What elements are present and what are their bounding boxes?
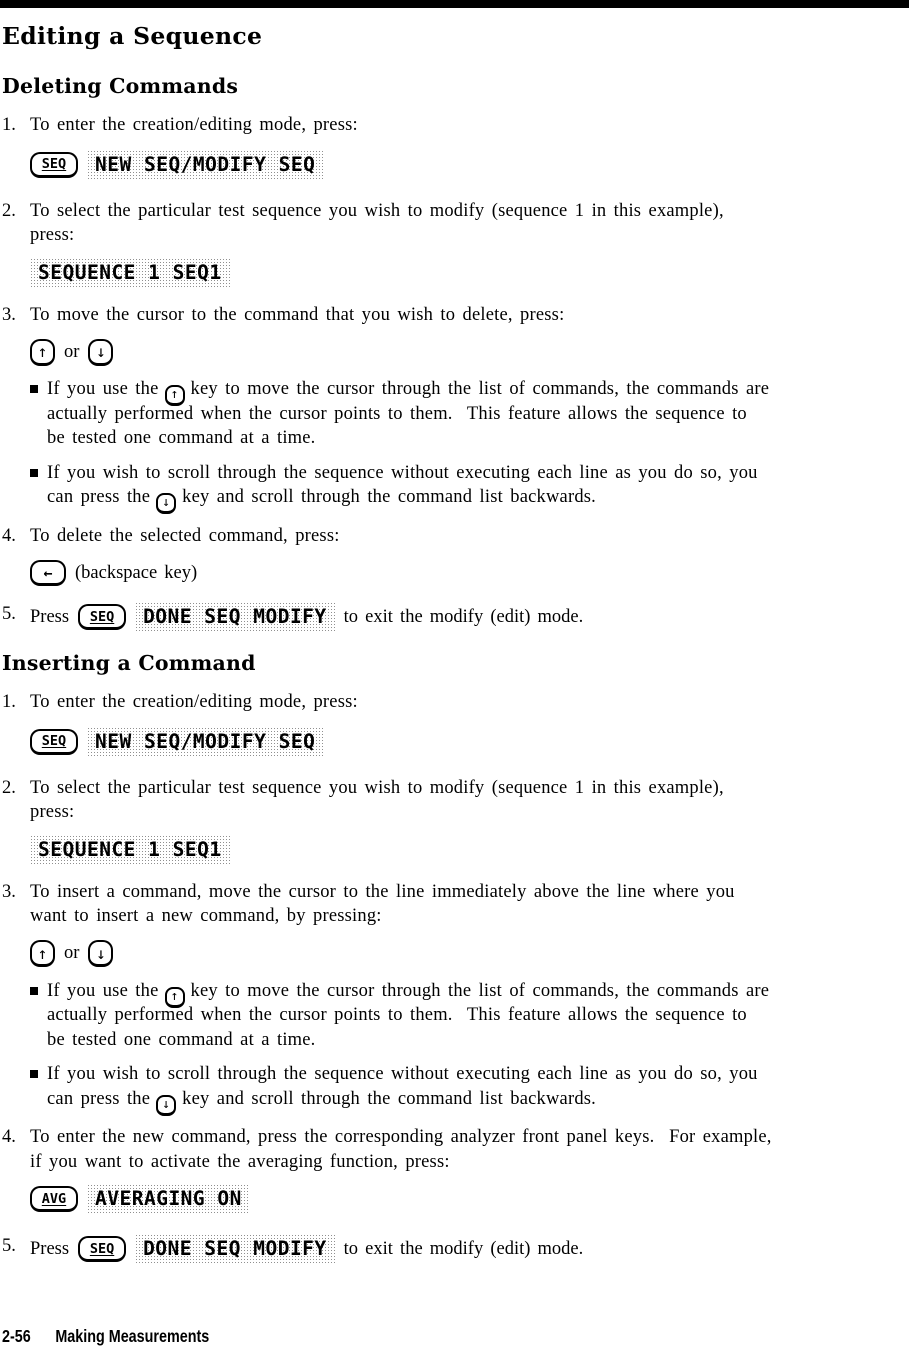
softkey-new-seq-modify-seq: NEW SEQ/MODIFY SEQ (87, 150, 323, 180)
down-arrow-keycap (156, 493, 176, 514)
step-item (2, 113, 907, 138)
footer-section-title: Making Measurements (55, 1326, 210, 1346)
up-arrow-icon: ↑ (170, 387, 179, 402)
step-item (2, 1234, 907, 1264)
down-arrow-icon: ↓ (96, 943, 106, 963)
step-number: 3. (2, 881, 16, 902)
step-number: 4. (2, 525, 16, 546)
step-item (2, 524, 907, 549)
bullet-item (2, 377, 907, 451)
step-number: 5. (2, 1236, 16, 1256)
section-deleting-commands (2, 73, 907, 632)
step-text: To select the particular test sequence you wish to modify (sequence 1 in this example), (30, 777, 724, 798)
softkey-sequence-1-seq1: SEQUENCE 1 SEQ1 (30, 258, 230, 288)
step-text: press: (30, 802, 75, 822)
step-text: To enter the creation/editing mode, press: (30, 692, 358, 712)
up-arrow-icon: ↑ (170, 988, 179, 1004)
softkey-new-seq-modify-seq: NEW SEQ/MODIFY SEQ (87, 727, 323, 757)
page-content (2, 8, 907, 1264)
step-text: To enter the creation/editing mode, press: (30, 115, 358, 135)
seq-keycap-label: SEQ (41, 733, 67, 749)
footer-page-number: 2-56 (2, 1326, 31, 1346)
seq-keycap (30, 152, 78, 178)
softkey-done-seq-modify: DONE SEQ MODIFY (135, 602, 335, 632)
step-item (2, 602, 907, 632)
down-arrow-keycap (88, 339, 113, 366)
seq-keycap-label: SEQ (89, 1240, 115, 1257)
keypress-row (30, 835, 907, 865)
step-item (2, 303, 907, 328)
step-item (2, 776, 907, 825)
step-number: 3. (2, 304, 16, 325)
bullet-text: actually performed when the cursor points to them. This feature allows the sequence to (47, 1005, 747, 1025)
step-number: 2. (2, 200, 16, 221)
avg-keycap (30, 1186, 78, 1212)
bullet-square-icon (30, 385, 38, 393)
step-text: To delete the selected command, press: (30, 525, 340, 546)
backspace-row (30, 558, 907, 588)
avg-keycap-label: AVG (41, 1190, 67, 1207)
bullet-text: be tested one command at a time. (47, 1029, 316, 1050)
step-text: Press (30, 606, 70, 627)
bullet-text: If you wish to scroll through the sequence without executing each line as you do so, you (47, 1064, 758, 1084)
bullet-text: can press the ↓ key and scroll through the command list backwards. (47, 485, 907, 510)
down-arrow-icon: ↓ (162, 1096, 171, 1112)
step-inline-row (30, 602, 907, 632)
step-text: want to insert a new command, by pressing: (30, 906, 382, 926)
up-arrow-keycap (30, 339, 55, 366)
step-text: to exit the modify (edit) mode. (343, 1238, 584, 1259)
step-text: To insert a command, move the cursor to the line immediately above the line where you (30, 881, 735, 902)
keypress-row (30, 258, 907, 288)
seq-keycap-label: SEQ (89, 608, 115, 625)
up-arrow-icon: ↑ (37, 943, 48, 963)
page-title: Editing a Sequence (2, 22, 263, 50)
or-label: or (64, 341, 80, 362)
bullet-text: If you use the ↑ key to move the cursor through the list of commands, the commands are (47, 979, 907, 1004)
section-inserting-command (2, 650, 907, 1264)
down-arrow-keycap (156, 1095, 176, 1116)
seq-keycap-label: SEQ (41, 156, 67, 172)
step-text: press: (30, 225, 75, 245)
step-text: Press (30, 1238, 70, 1259)
step-number: 1. (2, 115, 16, 135)
bullet-item (2, 461, 907, 510)
step-item (2, 880, 907, 929)
bullet-item (2, 979, 907, 1053)
backspace-keycap (30, 560, 66, 586)
softkey-done-seq-modify: DONE SEQ MODIFY (135, 1234, 335, 1264)
step-text: To select the particular test sequence you wish to modify (sequence 1 in this example), (30, 200, 724, 221)
seq-keycap (78, 604, 126, 630)
bullet-text: If you wish to scroll through the sequence without executing each line as you do so, you (47, 462, 758, 483)
up-arrow-keycap (30, 940, 55, 967)
step-text: to exit the modify (edit) mode. (343, 606, 584, 627)
down-arrow-icon: ↓ (96, 342, 106, 361)
section-heading-deleting: Deleting Commands (2, 74, 239, 98)
keypress-row (30, 727, 907, 757)
bullet-text: can press the ↓ key and scroll through the command list backwards. (47, 1087, 907, 1112)
step-text: if you want to activate the averaging function, press: (30, 1151, 450, 1172)
step-item (2, 199, 907, 248)
backspace-arrow-icon: ← (43, 563, 53, 582)
arrow-keys-row (30, 939, 907, 969)
page-footer (2, 1326, 209, 1347)
step-number: 2. (2, 777, 16, 798)
bullet-text: actually performed when the cursor points to them. This feature allows the sequence to (47, 403, 747, 424)
bullet-text: If you use the ↑ key to move the cursor through the list of commands, the commands are (47, 377, 907, 402)
step-inline-row (30, 1234, 907, 1264)
arrow-keys-row (30, 337, 907, 367)
step-item (2, 690, 907, 715)
step-item (2, 1125, 907, 1174)
section-heading-inserting: Inserting a Command (2, 651, 256, 675)
step-text: To move the cursor to the command that you wish to delete, press: (30, 304, 565, 325)
step-number: 4. (2, 1127, 16, 1147)
step-text: To enter the new command, press the corresponding analyzer front panel keys. For example, (30, 1127, 772, 1147)
backspace-note: (backspace key) (75, 562, 198, 583)
keypress-row (30, 150, 907, 180)
bullet-item (2, 1062, 907, 1111)
up-arrow-icon: ↑ (37, 342, 48, 361)
down-arrow-icon: ↓ (162, 495, 171, 510)
softkey-sequence-1-seq1: SEQUENCE 1 SEQ1 (30, 835, 230, 865)
top-rule (0, 0, 909, 8)
seq-keycap (78, 1236, 126, 1262)
bullet-text: be tested one command at a time. (47, 428, 316, 448)
step-number: 5. (2, 604, 16, 624)
down-arrow-keycap (88, 940, 113, 967)
keypress-row (30, 1184, 907, 1214)
step-number: 1. (2, 692, 16, 712)
bullet-square-icon (30, 1070, 38, 1078)
or-label: or (64, 943, 80, 963)
bullet-square-icon (30, 469, 38, 477)
seq-keycap (30, 729, 78, 755)
bullet-square-icon (30, 987, 38, 995)
softkey-averaging-on: AVERAGING ON (87, 1184, 250, 1214)
